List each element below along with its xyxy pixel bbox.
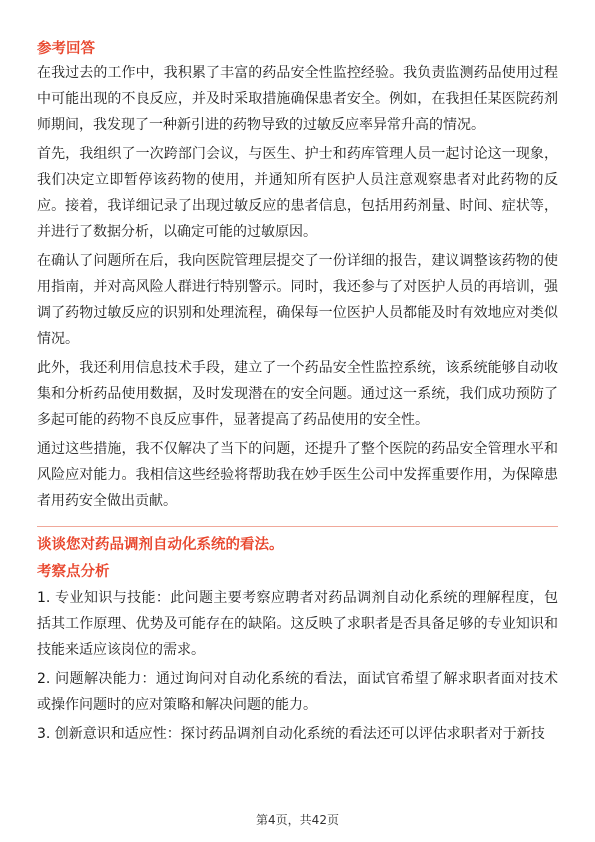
answer-paragraph-4: 此外，我还利用信息技术手段，建立了一个药品安全性监控系统，该系统能够自动收集和分析药品使用数据，及时发现潜在的安全问题。通过这一系统，我们成功预防了多起可能的药物不良反应事件，显著提高了药品使用的安全性。: [37, 360, 558, 428]
answer-paragraph-5: 通过这些措施，我不仅解决了当下的问题，还提升了整个医院的药品安全管理水平和风险应对能力。我相信这些经验将帮助我在妙手医生公司中发挥重要作用，为保障患者用药安全做出贡献。: [37, 441, 558, 509]
answer-paragraph-3: 在确认了问题所在后，我向医院管理层提交了一份详细的报告，建议调整该药物的使用指南，并对高风险人群进行特别警示。同时，我还参与了对医护人员的再培训，强调了药物过敏反应的识别和处理流程，确保每一位医护人员都能及时有效地应对类似情况。: [37, 253, 558, 347]
analysis-item-1: 1. 专业知识与技能：此问题主要考察应聘者对药品调剂自动化系统的理解程度，包括其工作原理、优势及可能存在的缺陷。这反映了求职者是否具备足够的专业知识和技能来适应该岗位的需求。: [37, 590, 558, 658]
section-divider: [37, 526, 558, 527]
analysis-item-2: 2. 问题解决能力：通过询问对自动化系统的看法，面试官希望了解求职者面对技术或操作问题时的应对策略和解决问题的能力。: [37, 671, 558, 713]
analysis-item-3: 3. 创新意识和适应性：探讨药品调剂自动化系统的看法还可以评估求职者对于新技: [37, 726, 545, 742]
question-title: 谈谈您对药品调剂自动化系统的看法。: [37, 537, 284, 553]
answer-paragraph-1: 在我过去的工作中，我积累了丰富的药品安全性监控经验。我负责监测药品使用过程中可能出现的不良反应，并及时采取措施确保患者安全。例如，在我担任某医院药剂师期间，我发现了一种新引进的药物导致的过敏反应率异常升高的情况。: [37, 65, 558, 133]
page-content: [37, 38, 558, 750]
answer-paragraph-2: 首先，我组织了一次跨部门会议，与医生、护士和药库管理人员一起讨论这一现象，我们决定立即暂停该药物的使用，并通知所有医护人员注意观察患者对此药物的反应。接着，我详细记录了出现过敏反应的患者信息，包括用药剂量、时间、症状等，并进行了数据分析，以确定可能的过敏原因。: [37, 146, 558, 240]
analysis-heading: 考察点分析: [37, 564, 110, 580]
page-number-footer: 第4页，共42页: [256, 813, 339, 827]
answer-heading: 参考回答: [37, 41, 95, 57]
